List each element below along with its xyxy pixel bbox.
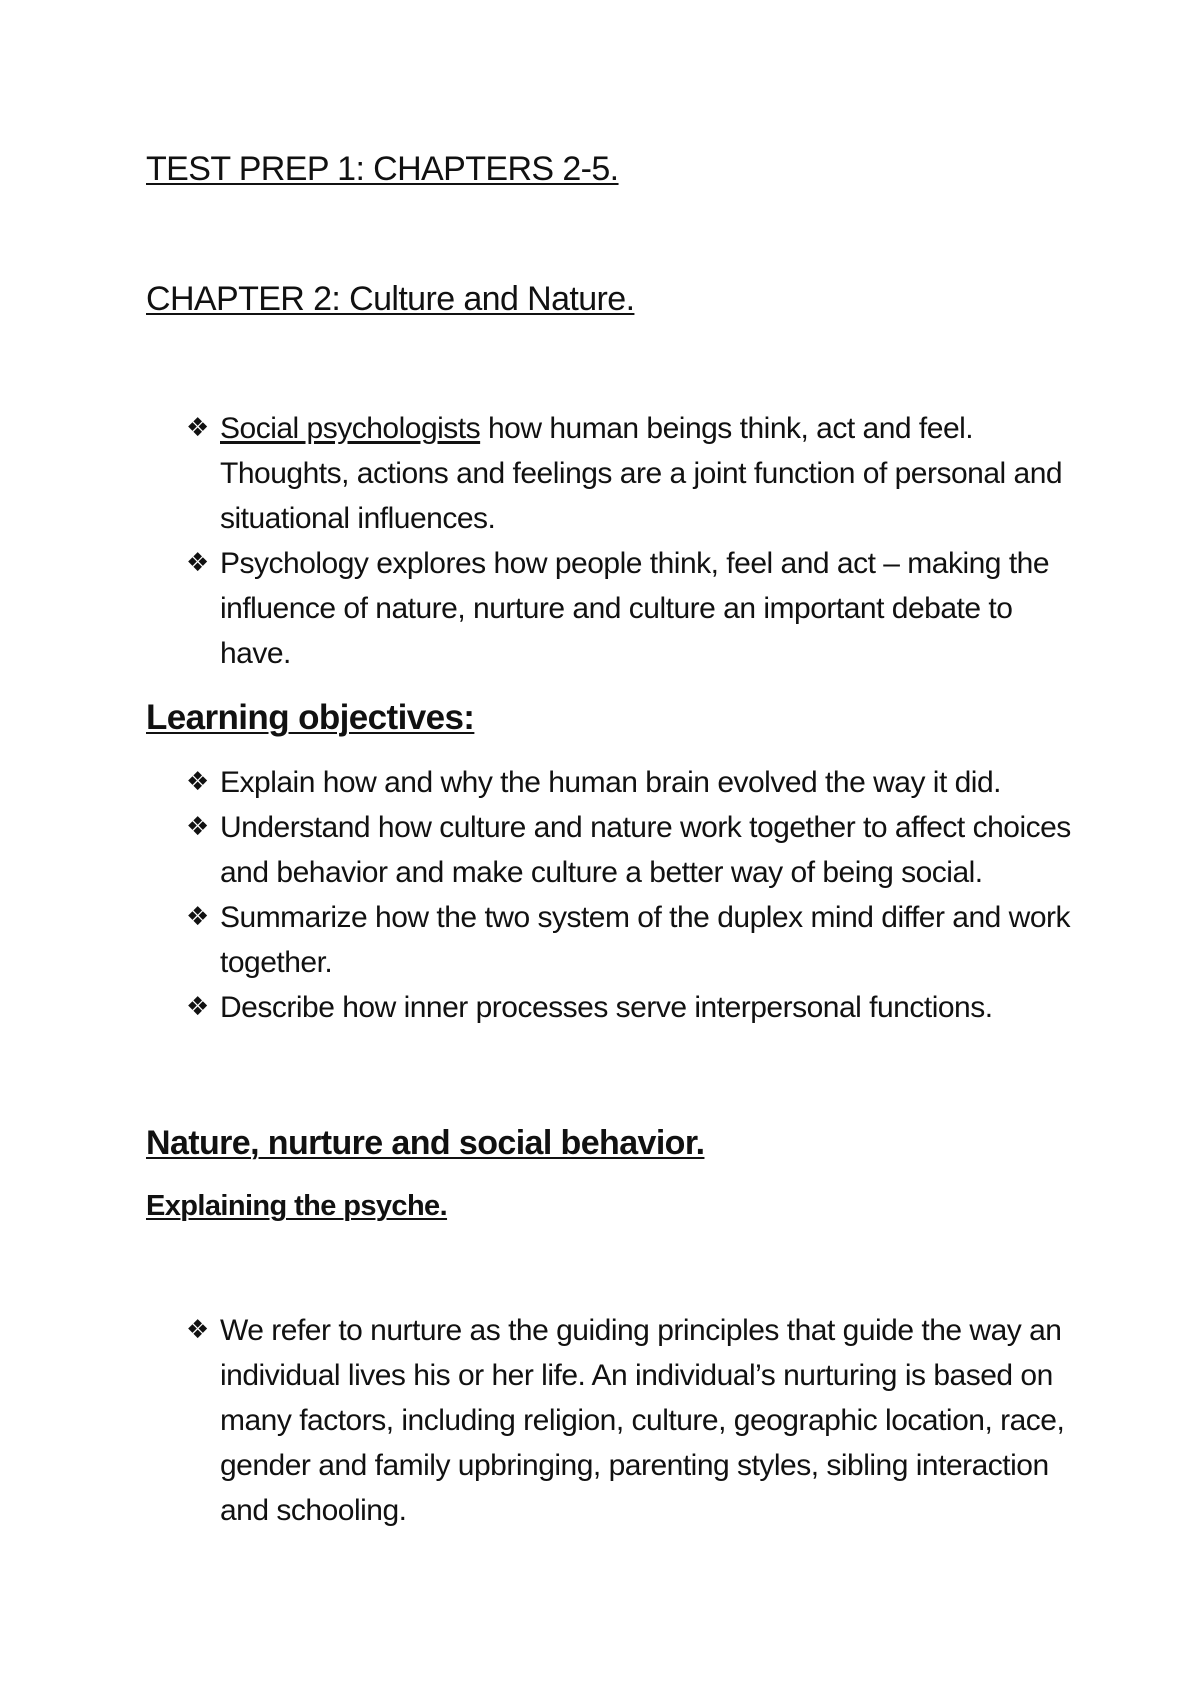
- psyche-bullet-list: [186, 1308, 1086, 1533]
- diamond-bullet-icon: ❖: [186, 548, 209, 578]
- list-item: [186, 805, 1086, 895]
- diamond-bullet-icon: ❖: [186, 992, 209, 1022]
- list-item-text: Psychology explores how people think, feel and act – making the influence of nature, nurture and culture an important debate to have.: [220, 547, 1050, 670]
- key-term: Social psychologists: [220, 412, 481, 445]
- intro-bullet-list: [186, 406, 1086, 676]
- list-item-text: Summarize how the two system of the duplex mind differ and work together.: [220, 901, 1071, 979]
- list-item: [186, 541, 1086, 676]
- learning-objectives-heading: Learning objectives:: [146, 698, 475, 737]
- list-item: [186, 406, 1086, 541]
- list-item-text: We refer to nurture as the guiding principles that guide the way an individual lives his or her life. An individual’s nurturing is based on many factors, including religion, culture, geographic location, race, gender and family upbringing, parenting styles, sibling interaction and schooling.: [220, 1314, 1065, 1527]
- list-item: [186, 760, 1086, 805]
- chapter-heading: CHAPTER 2: Culture and Nature.: [146, 280, 635, 318]
- list-item: [186, 895, 1086, 985]
- diamond-bullet-icon: ❖: [186, 413, 209, 443]
- learning-objectives-list: [186, 760, 1086, 1030]
- list-item-text: how human beings think, act and feel. Thoughts, actions and feelings are a joint function of personal and situational influences.: [220, 412, 1063, 535]
- subsection-heading: Explaining the psyche.: [146, 1190, 448, 1222]
- section-heading: Nature, nurture and social behavior.: [146, 1124, 705, 1162]
- diamond-bullet-icon: ❖: [186, 767, 209, 797]
- list-item-text: Explain how and why the human brain evolved the way it did.: [220, 766, 1001, 799]
- diamond-bullet-icon: ❖: [186, 1315, 209, 1345]
- diamond-bullet-icon: ❖: [186, 902, 209, 932]
- list-item: [186, 985, 1086, 1030]
- document-title: TEST PREP 1: CHAPTERS 2-5.: [146, 150, 619, 188]
- diamond-bullet-icon: ❖: [186, 812, 209, 842]
- list-item-text: Describe how inner processes serve interpersonal functions.: [220, 991, 993, 1024]
- list-item-text: Understand how culture and nature work together to affect choices and behavior and make culture a better way of being social.: [220, 811, 1071, 889]
- list-item: [186, 1308, 1086, 1533]
